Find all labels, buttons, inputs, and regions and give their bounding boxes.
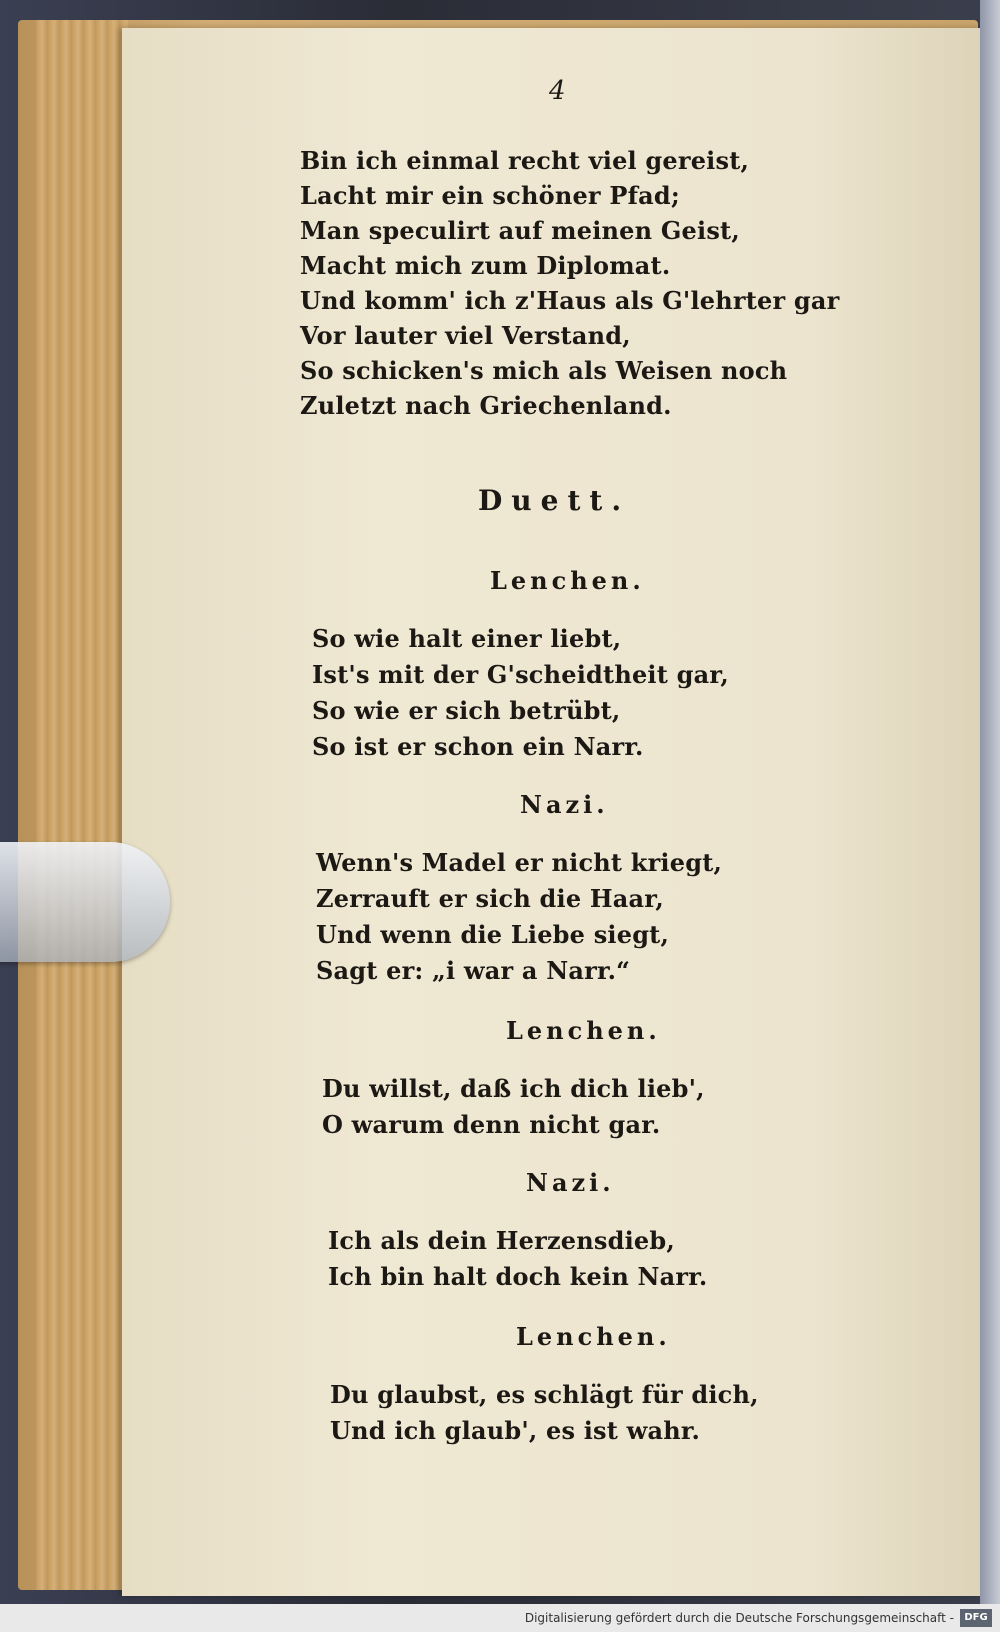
speaker-heading: Lenchen. — [516, 1322, 671, 1351]
verse-line: So wie halt einer liebt, — [312, 624, 622, 653]
verse-line: Zerrauft er sich die Haar, — [316, 884, 664, 913]
page-number: 4 — [549, 76, 566, 106]
dfg-logo: DFG — [960, 1609, 992, 1627]
verse-line: Ich als dein Herzensdieb, — [328, 1226, 675, 1255]
stanza-line: Zuletzt nach Griechenland. — [300, 391, 672, 420]
verse-line: Und wenn die Liebe siegt, — [316, 920, 670, 949]
scanner-edge — [980, 0, 1000, 1632]
verse-line: Wenn's Madel er nicht kriegt, — [316, 848, 723, 877]
stanza-line: Man speculirt auf meinen Geist, — [300, 216, 740, 245]
speaker-heading: Nazi. — [520, 790, 609, 819]
stanza-line: Macht mich zum Diplomat. — [300, 251, 671, 280]
verse-line: Du glaubst, es schlägt für dich, — [330, 1380, 759, 1409]
stanza-line: Und komm' ich z'Haus als G'lehrter gar — [300, 286, 840, 315]
page-edges — [36, 20, 128, 1590]
verse-line: Ich bin halt doch kein Narr. — [328, 1262, 708, 1291]
page-clip — [0, 842, 170, 962]
stanza-line: So schicken's mich als Weisen noch — [300, 356, 788, 385]
footer-credit: Digitalisierung gefördert durch die Deutsche Forschungsgemeinschaft - — [524, 1611, 954, 1625]
speaker-heading: Lenchen. — [490, 566, 645, 595]
verse-line: So ist er schon ein Narr. — [312, 732, 644, 761]
stanza-line: Vor lauter viel Verstand, — [300, 321, 631, 350]
verse-line: Und ich glaub', es ist wahr. — [330, 1416, 701, 1445]
verse-line: So wie er sich betrübt, — [312, 696, 621, 725]
duet-title: Duett. — [478, 484, 631, 517]
digitization-footer — [0, 1604, 1000, 1632]
stanza-line: Bin ich einmal recht viel gereist, — [300, 146, 750, 175]
speaker-heading: Lenchen. — [506, 1016, 661, 1045]
speaker-heading: Nazi. — [526, 1168, 615, 1197]
stanza-line: Lacht mir ein schöner Pfad; — [300, 181, 680, 210]
verse-line: Ist's mit der G'scheidtheit gar, — [312, 660, 729, 689]
verse-line: Sagt er: „i war a Narr.“ — [316, 956, 631, 985]
verse-line: O warum denn nicht gar. — [322, 1110, 661, 1139]
verse-line: Du willst, daß ich dich lieb', — [322, 1074, 705, 1103]
